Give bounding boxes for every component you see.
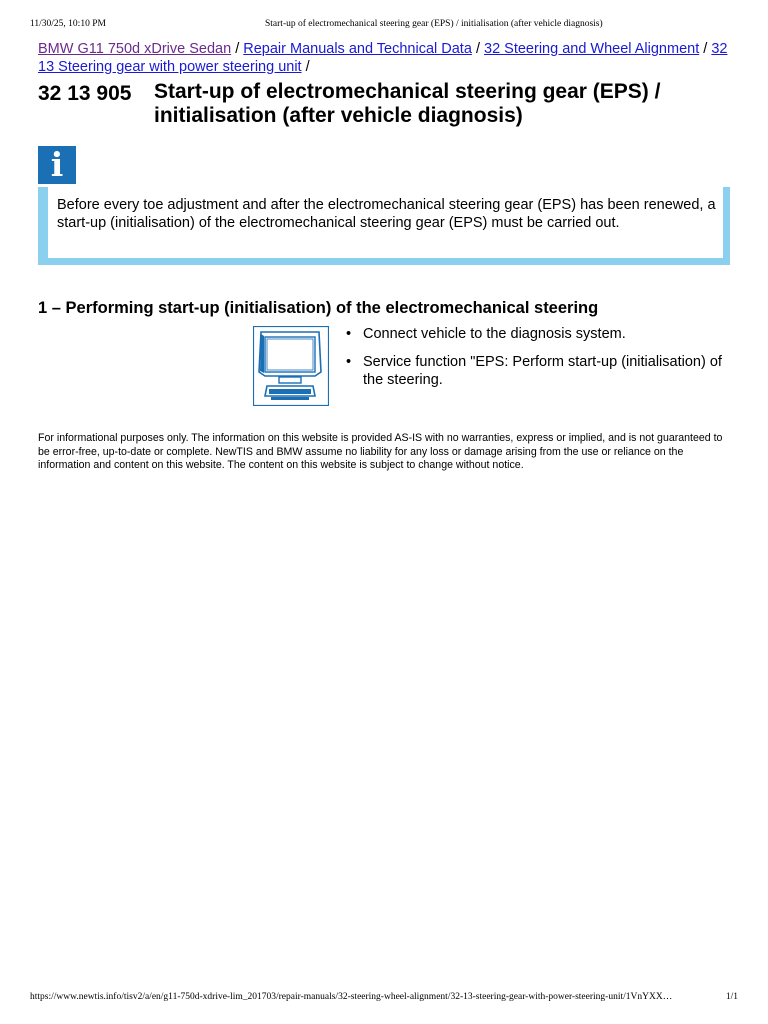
info-notice (38, 187, 730, 265)
bullet: • (346, 354, 352, 370)
print-url: https://www.newtis.info/tisv2/a/en/g11-750d-xdrive-lim_201703/repair-manuals/32-steering-wheel-alignment/32-13-steering-gear-with-power-steering-unit/1VnYXX… (30, 992, 673, 1002)
info-icon-glyph: i (50, 145, 64, 184)
breadcrumb-separator: / (235, 41, 244, 57)
disclaimer: For informational purposes only. The information on this website is provided AS-IS with no warranties, express or implied, and is not guaranteed to be error-free, up-to-date or complete. NewTIS and BMW assume no liability for any loss or damage arising from the use or reliance on the information and content on this website. The content on this website is subject to change without notice. (38, 432, 723, 471)
print-footer (30, 992, 738, 1006)
breadcrumb-link-vehicle[interactable]: BMW G11 750d xDrive Sedan (38, 41, 232, 57)
section-heading: 1 – Performing start-up (initialisation) of the electromechanical steering (38, 299, 599, 317)
list-item (346, 325, 726, 343)
breadcrumb-link-repair-manuals[interactable]: Repair Manuals and Technical Data (243, 41, 472, 57)
breadcrumb-link-steering-alignment[interactable]: 32 Steering and Wheel Alignment (484, 41, 700, 57)
step-list (346, 325, 726, 399)
step-text: Connect vehicle to the diagnosis system. (363, 326, 626, 342)
breadcrumb (38, 40, 738, 76)
diagnosis-system-icon (253, 326, 329, 406)
print-header (30, 19, 738, 33)
info-notice-text: Before every toe adjustment and after the electromechanical steering gear (EPS) has been renewed, a start-up (initialisation) of the electromechanical steering gear (EPS) must be carried out. (48, 187, 723, 258)
breadcrumb-separator: / (475, 41, 484, 57)
document-number: 32 13 905 (38, 82, 132, 105)
breadcrumb-link-steering-gear[interactable]: 32 13 Steering gear with power steering unit (38, 41, 728, 75)
breadcrumb-separator: / (703, 41, 712, 57)
print-datetime: 11/30/25, 10:10 PM (30, 19, 106, 29)
step-text: Service function "EPS: Perform start-up (initialisation) of the steering. (363, 354, 722, 388)
page-title: Start-up of electromechanical steering gear (EPS) / initialisation (after vehicle diagnosis) (154, 80, 661, 127)
bullet: • (346, 326, 352, 342)
page-number: 1/1 (725, 992, 738, 1002)
list-item (346, 353, 726, 389)
info-icon (38, 146, 76, 184)
breadcrumb-separator: / (305, 59, 310, 75)
print-page-title: Start-up of electromechanical steering gear (EPS) / initialisation (after vehicle diagnosis) (265, 19, 603, 29)
